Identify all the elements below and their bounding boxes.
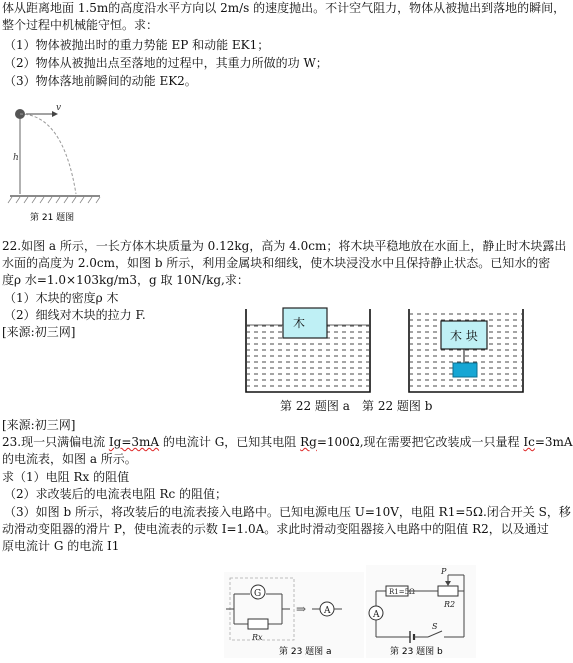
q23-item-3-line3: 原电流计 G 的电流 I1 (2, 539, 120, 553)
g-label: G (254, 589, 262, 599)
rx-label: Rx (252, 633, 263, 642)
q23-caption-b: 第 23 题图 b (390, 647, 443, 657)
q22-caption-b: 第 22 题图 b (362, 399, 433, 413)
q23-item-2: （2）求改装后的电流表电阻 Rc 的阻值； (4, 487, 228, 501)
ic-symbol: Ic (523, 435, 535, 449)
v-label: v (56, 103, 62, 113)
wood-block-b-label: 木 块 (450, 329, 478, 343)
q22-figure-b (408, 305, 528, 395)
q23-item-3-line1: （3）如图 b 所示，将改装后的电流表接入电路中。已知电源电压 U=10V，电阻 R1=5Ω.闭合开关 S，移 (4, 505, 571, 519)
q21-line2: 整个过程中机械能守恒。求： (2, 18, 159, 32)
q23-caption-a: 第 23 题图 a (279, 647, 332, 657)
q22-line1: 22.如图 a 所示，一长方体木块质量为 0.12kg，高为 4.0cm；将木块平稳地放在水面上，静止时木块露出 (2, 239, 567, 253)
q22-source: [来源:初三网] (2, 325, 76, 339)
a-label-a: A (324, 606, 331, 616)
q21-projectile-figure (8, 100, 108, 230)
q23-figure-a (224, 572, 364, 658)
a-label-b: A (373, 610, 380, 620)
trajectory (20, 114, 76, 194)
metal-block (453, 363, 477, 377)
ig-value: Ig=3mA (108, 435, 160, 449)
s-label: S (432, 622, 438, 631)
q21-figure-caption: 第 21 题图 (30, 213, 75, 223)
q22-figure-a (245, 305, 375, 395)
ground-hatch (8, 197, 100, 203)
h-label: h (13, 153, 19, 163)
q21-line1: 体从距离地面 1.5m的高度沿水平方向以 2m/s 的速度抛出。不计空气阻力，物体从被抛出到落地的瞬间， (2, 1, 566, 15)
r1-label: R1=5Ω (389, 588, 415, 596)
q22-caption-a: 第 22 题图 a (280, 399, 350, 413)
q23-figure-b (366, 565, 476, 658)
q22-item-2: （2）细线对木块的拉力 F. (4, 308, 146, 322)
q22-item-1: （1）木块的密度ρ 木 (4, 291, 119, 305)
q21-item-3: （3）物体落地前瞬间的动能 EK2。 (4, 74, 197, 88)
q21-item-2: （2）物体从被抛出点至落地的过程中，其重力所做的功 W； (4, 56, 328, 70)
equivalent-arrow: ⇒ (296, 602, 307, 616)
p-label: P (441, 567, 447, 576)
r2-label: R2 (444, 600, 456, 609)
rheostat (438, 586, 458, 596)
q23-source: [来源:初三网] (2, 418, 76, 432)
rx-resistor (248, 619, 268, 629)
q23-line1: 23.现一只满偏电流 Ig=3mA 的电流计 G，已知其电阻 Rg=100Ω,现在需要把它改装成一只量程 Ic=3mA (2, 435, 573, 449)
q22-line2: 水面的高度为 2.0cm，如图 b 所示，利用金属块和细线，使木块浸没水中且保持静止状态。已知水的密 (2, 256, 551, 270)
q22-line3: 度ρ 水=1.0×103kg/m3，g 取 10N/kg,求： (2, 273, 249, 287)
rg-symbol: Rg (300, 435, 317, 449)
q21-item-1: （1）物体被抛出时的重力势能 EP 和动能 EK1； (4, 38, 270, 52)
wood-block-a-label: 木 (293, 316, 306, 330)
q23-line2: 的电流表，如图 a 所示。 (2, 452, 137, 466)
q23-item-1: 求（1）电阻 Rx 的阻值 (2, 470, 130, 484)
q23-item-3-line2: 动滑动变阻器的滑片 P，使电流表的示数 I=1.0A。求此时滑动变阻器接入电路中的阻值 R2，以及通过 (2, 522, 549, 536)
